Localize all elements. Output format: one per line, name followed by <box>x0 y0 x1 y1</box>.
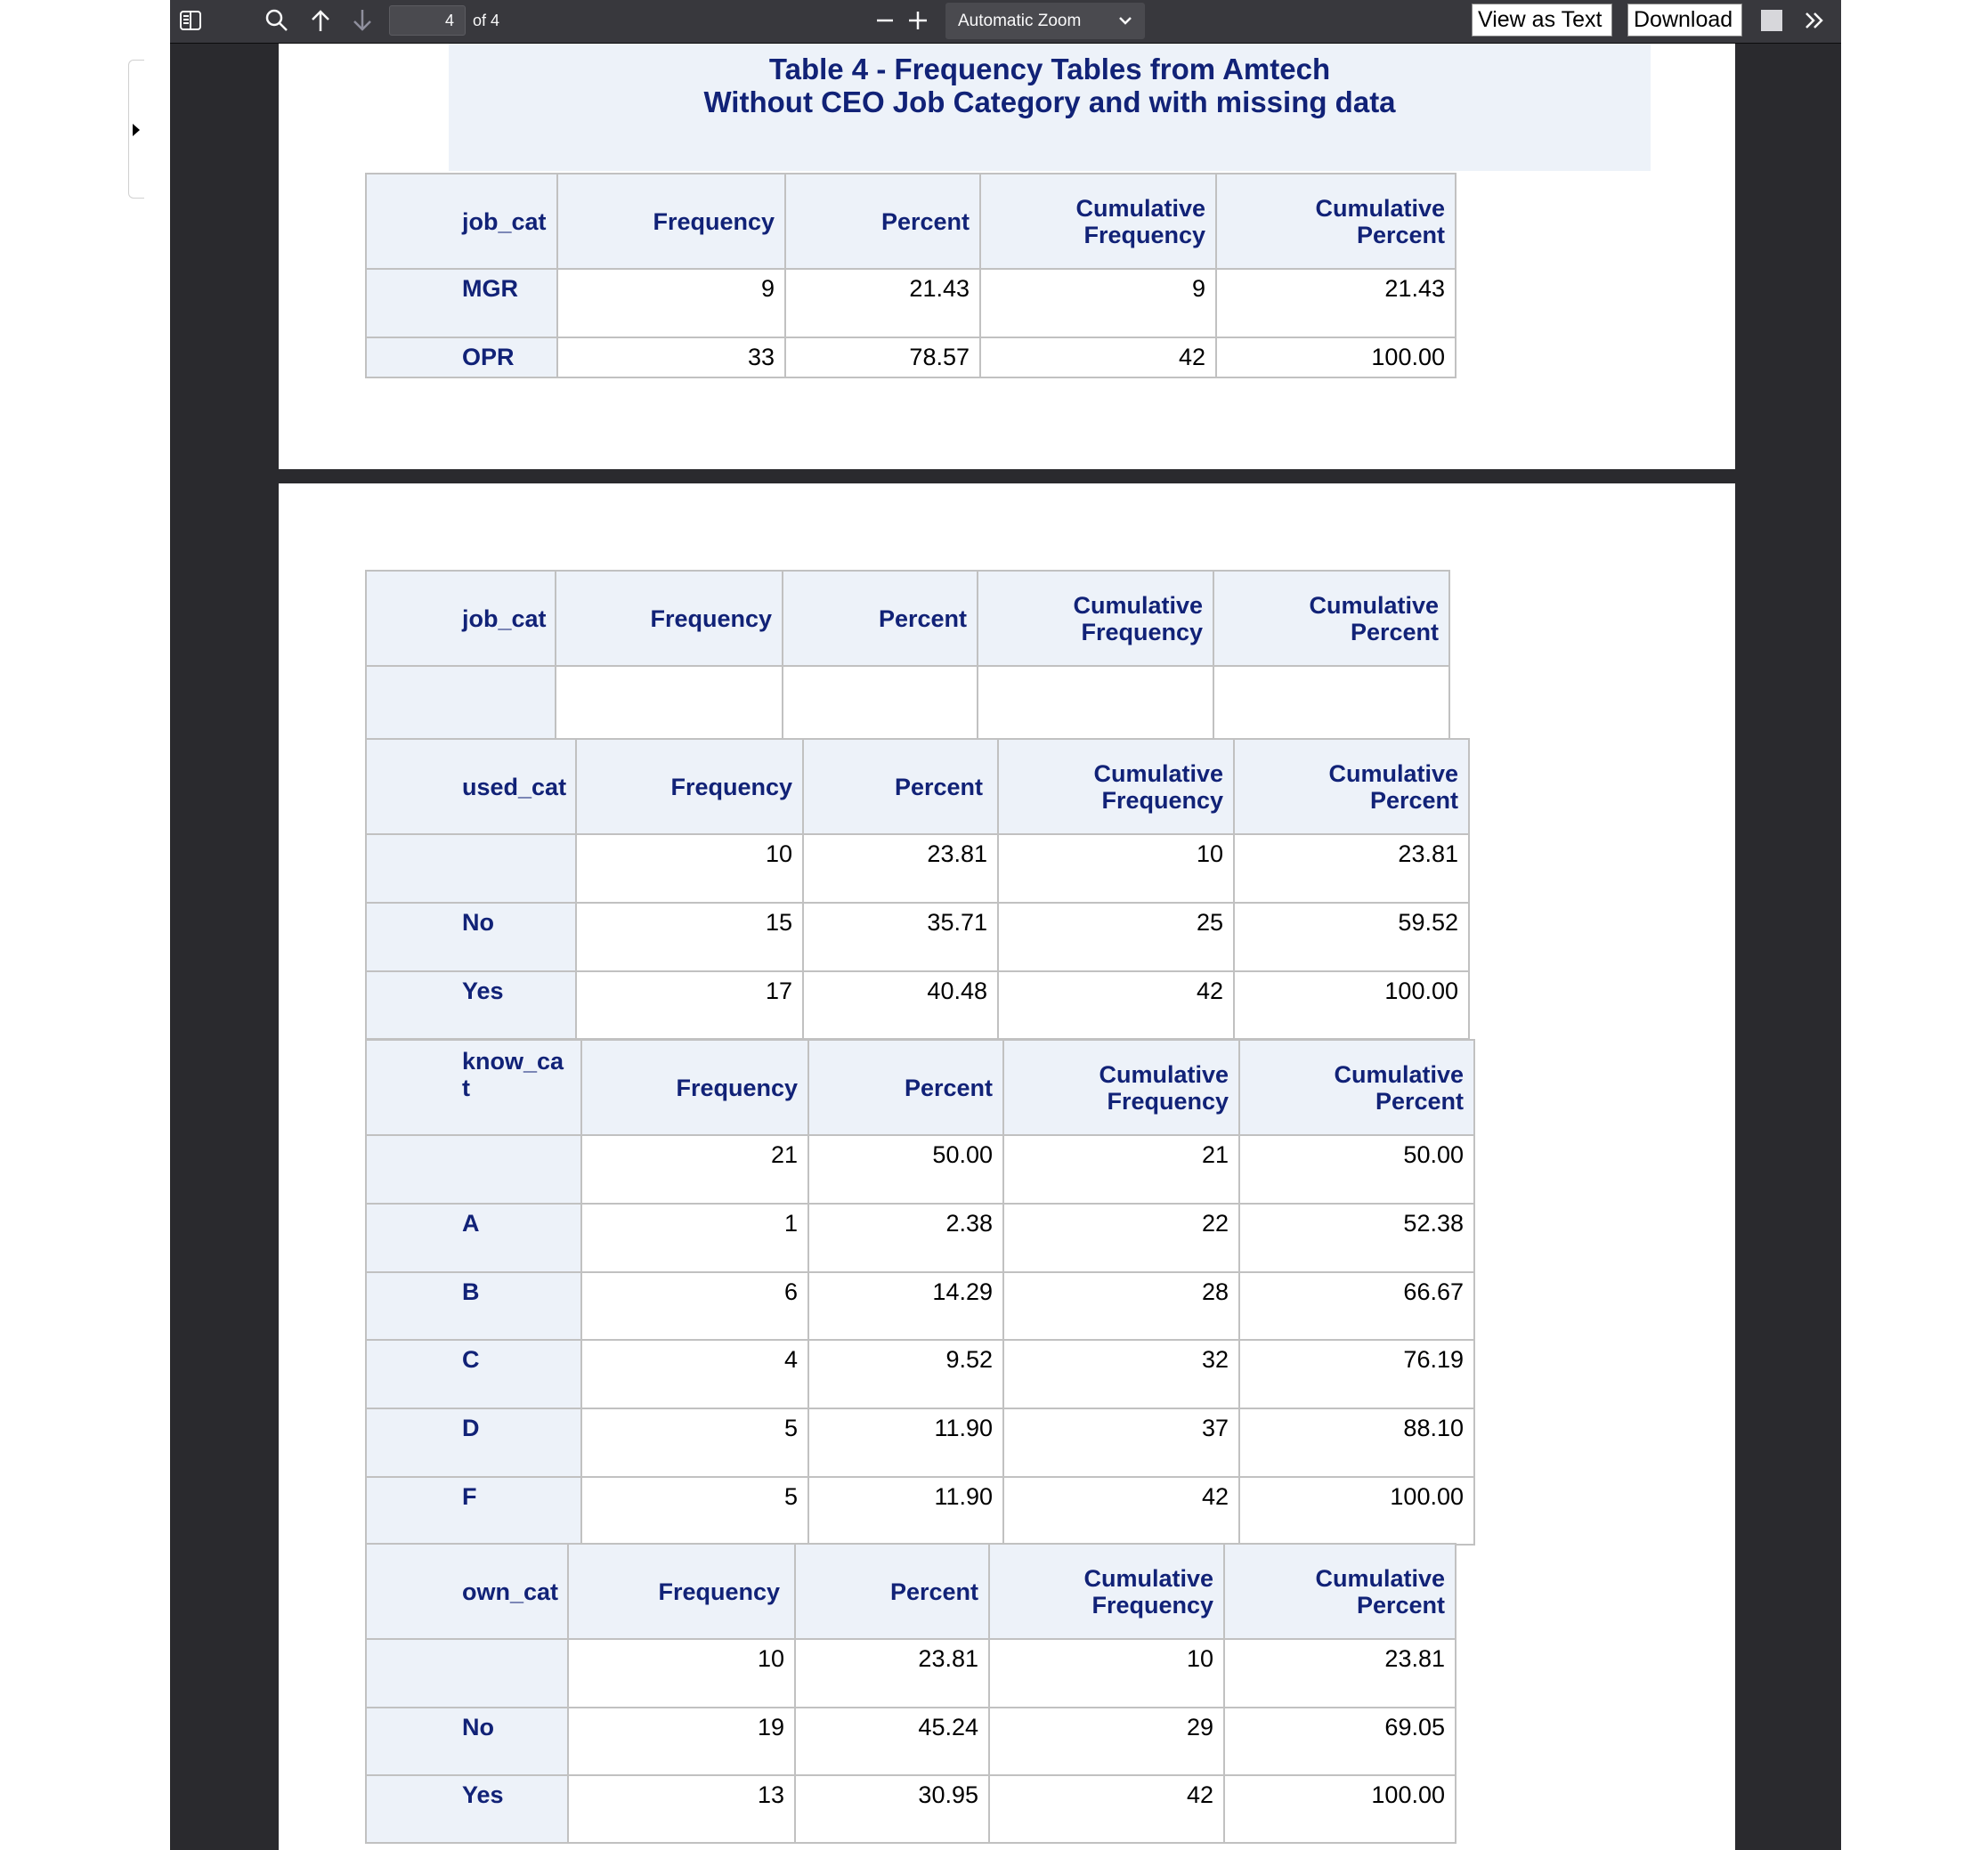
row-label <box>366 834 576 903</box>
sidebar-expand-tab[interactable] <box>128 60 144 199</box>
column-header: know_cat <box>366 1040 581 1135</box>
table-cell: 100.00 <box>1224 1775 1456 1843</box>
table-cell: 42 <box>998 971 1234 1039</box>
table-row <box>366 337 1456 377</box>
table-cell: 11.90 <box>808 1408 1003 1477</box>
table-cell: 29 <box>989 1708 1224 1775</box>
zoom-select-value: Automatic Zoom <box>958 12 1082 30</box>
table-cell: 21.43 <box>785 269 980 337</box>
row-label: No <box>366 1708 568 1775</box>
column-header: Frequency <box>581 1040 808 1135</box>
arrow-down-icon[interactable] <box>351 8 374 33</box>
row-label <box>366 1135 581 1204</box>
table-cell: 21 <box>1003 1135 1239 1204</box>
column-header: Cumulative Percent <box>1239 1040 1474 1135</box>
table-cell: 69.05 <box>1224 1708 1456 1775</box>
column-header: Cumulative Frequency <box>980 174 1216 269</box>
column-header: used_cat <box>366 739 576 834</box>
column-header: Percent <box>783 571 978 666</box>
row-label: OPR <box>366 337 557 377</box>
table-cell: 2.38 <box>808 1204 1003 1272</box>
table-cell: 23.81 <box>803 834 998 903</box>
column-header: Cumulative Frequency <box>1003 1040 1239 1135</box>
table-cell <box>556 666 783 739</box>
used-cat-frequency-table <box>365 738 1470 1040</box>
table-row <box>366 1775 1456 1843</box>
zoom-out-icon[interactable] <box>874 10 896 31</box>
page-number-input[interactable]: 4 <box>389 5 466 36</box>
table-row <box>366 1477 1474 1545</box>
table-row <box>366 1408 1474 1477</box>
row-label: D <box>366 1408 581 1477</box>
job-cat-frequency-table <box>365 570 1450 740</box>
table-cell <box>783 666 978 739</box>
table-row <box>366 269 1456 337</box>
table-cell: 22 <box>1003 1204 1239 1272</box>
table-cell: 30.95 <box>795 1775 989 1843</box>
zoom-in-icon[interactable] <box>906 9 929 32</box>
search-icon[interactable] <box>264 8 289 33</box>
own-cat-frequency-table <box>365 1543 1457 1844</box>
double-chevron-right-icon[interactable] <box>1803 9 1826 32</box>
table-cell: 10 <box>989 1639 1224 1708</box>
table-row <box>366 1708 1456 1775</box>
table-cell: 42 <box>1003 1477 1239 1545</box>
table-cell: 100.00 <box>1239 1477 1474 1545</box>
column-header: Frequency <box>556 571 783 666</box>
table-cell: 59.52 <box>1234 903 1469 971</box>
table-cell: 88.10 <box>1239 1408 1474 1477</box>
zoom-select[interactable] <box>945 3 1145 39</box>
table-row <box>366 834 1469 903</box>
table-cell: 14.29 <box>808 1272 1003 1340</box>
page-count-label: of 4 <box>473 12 500 29</box>
column-header: Cumulative Frequency <box>989 1544 1224 1639</box>
table-cell: 13 <box>568 1775 795 1843</box>
table-cell: 100.00 <box>1216 337 1456 377</box>
table-cell: 17 <box>576 971 803 1039</box>
table-cell: 78.57 <box>785 337 980 377</box>
table-cell: 21.43 <box>1216 269 1456 337</box>
column-header: Frequency <box>557 174 785 269</box>
column-header: job_cat <box>366 174 557 269</box>
table-cell: 28 <box>1003 1272 1239 1340</box>
pdf-toolbar <box>170 0 1841 44</box>
table-cell: 25 <box>998 903 1234 971</box>
table-cell: 11.90 <box>808 1477 1003 1545</box>
chevron-down-icon <box>1118 14 1132 27</box>
column-header: Cumulative Percent <box>1234 739 1469 834</box>
column-header: Percent <box>803 739 998 834</box>
table-cell: 10 <box>998 834 1234 903</box>
table-cell: 21 <box>581 1135 808 1204</box>
download-button[interactable]: Download <box>1627 4 1742 37</box>
column-header: Cumulative Percent <box>1224 1544 1456 1639</box>
table-cell: 33 <box>557 337 785 377</box>
table-cell: 23.81 <box>1234 834 1469 903</box>
table-row <box>366 1272 1474 1340</box>
table-cell: 100.00 <box>1234 971 1469 1039</box>
table-cell: 45.24 <box>795 1708 989 1775</box>
column-header: Cumulative Frequency <box>978 571 1213 666</box>
view-as-text-button[interactable]: View as Text <box>1472 4 1612 37</box>
column-header: job_cat <box>366 571 556 666</box>
column-header: Frequency <box>568 1544 795 1639</box>
table-cell: 42 <box>989 1775 1224 1843</box>
column-header: Cumulative Percent <box>1216 174 1456 269</box>
sidebar-toggle-icon[interactable] <box>179 9 202 32</box>
table-cell: 50.00 <box>808 1135 1003 1204</box>
table-cell: 66.67 <box>1239 1272 1474 1340</box>
table-row <box>366 1340 1474 1408</box>
table-row <box>366 1639 1456 1708</box>
row-label: Yes <box>366 971 576 1039</box>
row-label: C <box>366 1340 581 1408</box>
row-label: No <box>366 903 576 971</box>
table-cell: 76.19 <box>1239 1340 1474 1408</box>
table-cell: 23.81 <box>1224 1639 1456 1708</box>
column-header: Cumulative Frequency <box>998 739 1234 834</box>
table-cell: 19 <box>568 1708 795 1775</box>
title-line: Table 4 - Frequency Tables from Amtech <box>768 53 1331 85</box>
table-cell: 23.81 <box>795 1639 989 1708</box>
row-label: MGR <box>366 269 557 337</box>
table-cell: 5 <box>581 1408 808 1477</box>
table-cell <box>1213 666 1449 739</box>
column-header: Percent <box>785 174 980 269</box>
row-label: F <box>366 1477 581 1545</box>
table-cell: 5 <box>581 1477 808 1545</box>
table-cell: 9 <box>980 269 1216 337</box>
table-cell: 35.71 <box>803 903 998 971</box>
table-cell: 10 <box>568 1639 795 1708</box>
table-cell: 6 <box>581 1272 808 1340</box>
caret-right-icon <box>132 123 141 137</box>
row-label: Yes <box>366 1775 568 1843</box>
table-row <box>366 1204 1474 1272</box>
table-cell: 9 <box>557 269 785 337</box>
table-row <box>366 666 1449 739</box>
know-cat-frequency-table <box>365 1039 1475 1546</box>
page-title <box>449 44 1651 171</box>
row-label: A <box>366 1204 581 1272</box>
table-cell: 10 <box>576 834 803 903</box>
table-cell: 9.52 <box>808 1340 1003 1408</box>
column-header: Frequency <box>576 739 803 834</box>
arrow-up-icon[interactable] <box>309 8 332 33</box>
job-cat-frequency-table <box>365 173 1457 378</box>
column-header: Percent <box>808 1040 1003 1135</box>
column-header: own_cat <box>366 1544 568 1639</box>
table-row <box>366 903 1469 971</box>
column-header: Percent <box>795 1544 989 1639</box>
square-icon[interactable] <box>1760 9 1783 32</box>
table-cell: 1 <box>581 1204 808 1272</box>
table-row <box>366 971 1469 1039</box>
table-cell: 4 <box>581 1340 808 1408</box>
table-cell: 42 <box>980 337 1216 377</box>
row-label: B <box>366 1272 581 1340</box>
table-cell: 52.38 <box>1239 1204 1474 1272</box>
column-header: Cumulative Percent <box>1213 571 1449 666</box>
table-cell: 50.00 <box>1239 1135 1474 1204</box>
table-cell: 40.48 <box>803 971 998 1039</box>
table-cell <box>978 666 1213 739</box>
title-line: Without CEO Job Category and with missing data <box>703 85 1396 118</box>
table-cell: 15 <box>576 903 803 971</box>
table-row <box>366 1135 1474 1204</box>
row-label <box>366 666 556 739</box>
table-cell: 32 <box>1003 1340 1239 1408</box>
row-label <box>366 1639 568 1708</box>
table-cell: 37 <box>1003 1408 1239 1477</box>
